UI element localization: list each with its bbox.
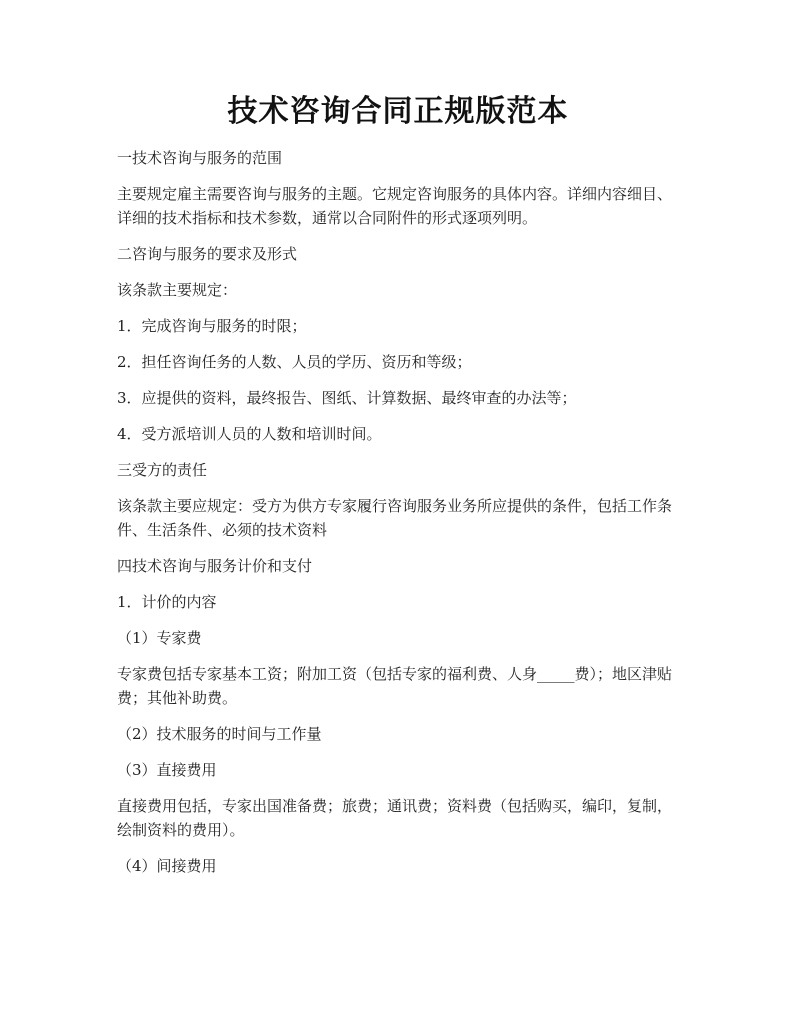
paragraph-scope-description: 主要规定雇主需要咨询与服务的主题。它规定咨询服务的具体内容。详细内容细目、详细的技术指标和技术参数，通常以合同附件的形式逐项列明。 (117, 185, 673, 227)
section-heading-scope: 一技术咨询与服务的范围 (117, 149, 283, 167)
paragraph-expert-fee: 专家费包括专家基本工资；附加工资（包括专家的福利费、人身_____费）；地区津贴费；其他补助费。 (117, 665, 673, 707)
list-item-2: 2．担任咨询任务的人数、人员的学历、资历和等级； (117, 353, 472, 371)
section-heading-requirements: 二咨询与服务的要求及形式 (117, 245, 298, 263)
item-expert-fee: （1）专家费 (117, 629, 202, 647)
list-item-4: 4．受方派培训人员的人数和培训时间。 (117, 425, 382, 443)
subheading-pricing-content: 1．计价的内容 (117, 593, 217, 611)
section-heading-pricing: 四技术咨询与服务计价和支付 (117, 557, 313, 575)
paragraph-clause-intro: 该条款主要规定： (117, 281, 238, 299)
item-indirect-cost: （4）间接费用 (117, 857, 217, 875)
paragraph-direct-cost: 直接费用包括，专家出国准备费；旅费；通讯费；资料费（包括购买，编印，复制，绘制资料的费用）。 (117, 797, 673, 839)
list-item-3: 3．应提供的资料，最终报告、图纸、计算数据、最终审查的办法等； (117, 389, 577, 407)
document-title: 技术咨询合同正规版范本 (227, 94, 569, 129)
item-direct-cost: （3）直接费用 (117, 761, 217, 779)
paragraph-responsibility: 该条款主要应规定：受方为供方专家履行咨询服务业务所应提供的条件，包括工作条件、生活条件、必须的技术资料 (117, 497, 673, 539)
item-service-time: （2）技术服务的时间与工作量 (117, 725, 322, 743)
section-heading-responsibility: 三受方的责任 (117, 461, 208, 479)
list-item-1: 1．完成咨询与服务的时限； (117, 317, 307, 335)
document-body (117, 146, 682, 890)
